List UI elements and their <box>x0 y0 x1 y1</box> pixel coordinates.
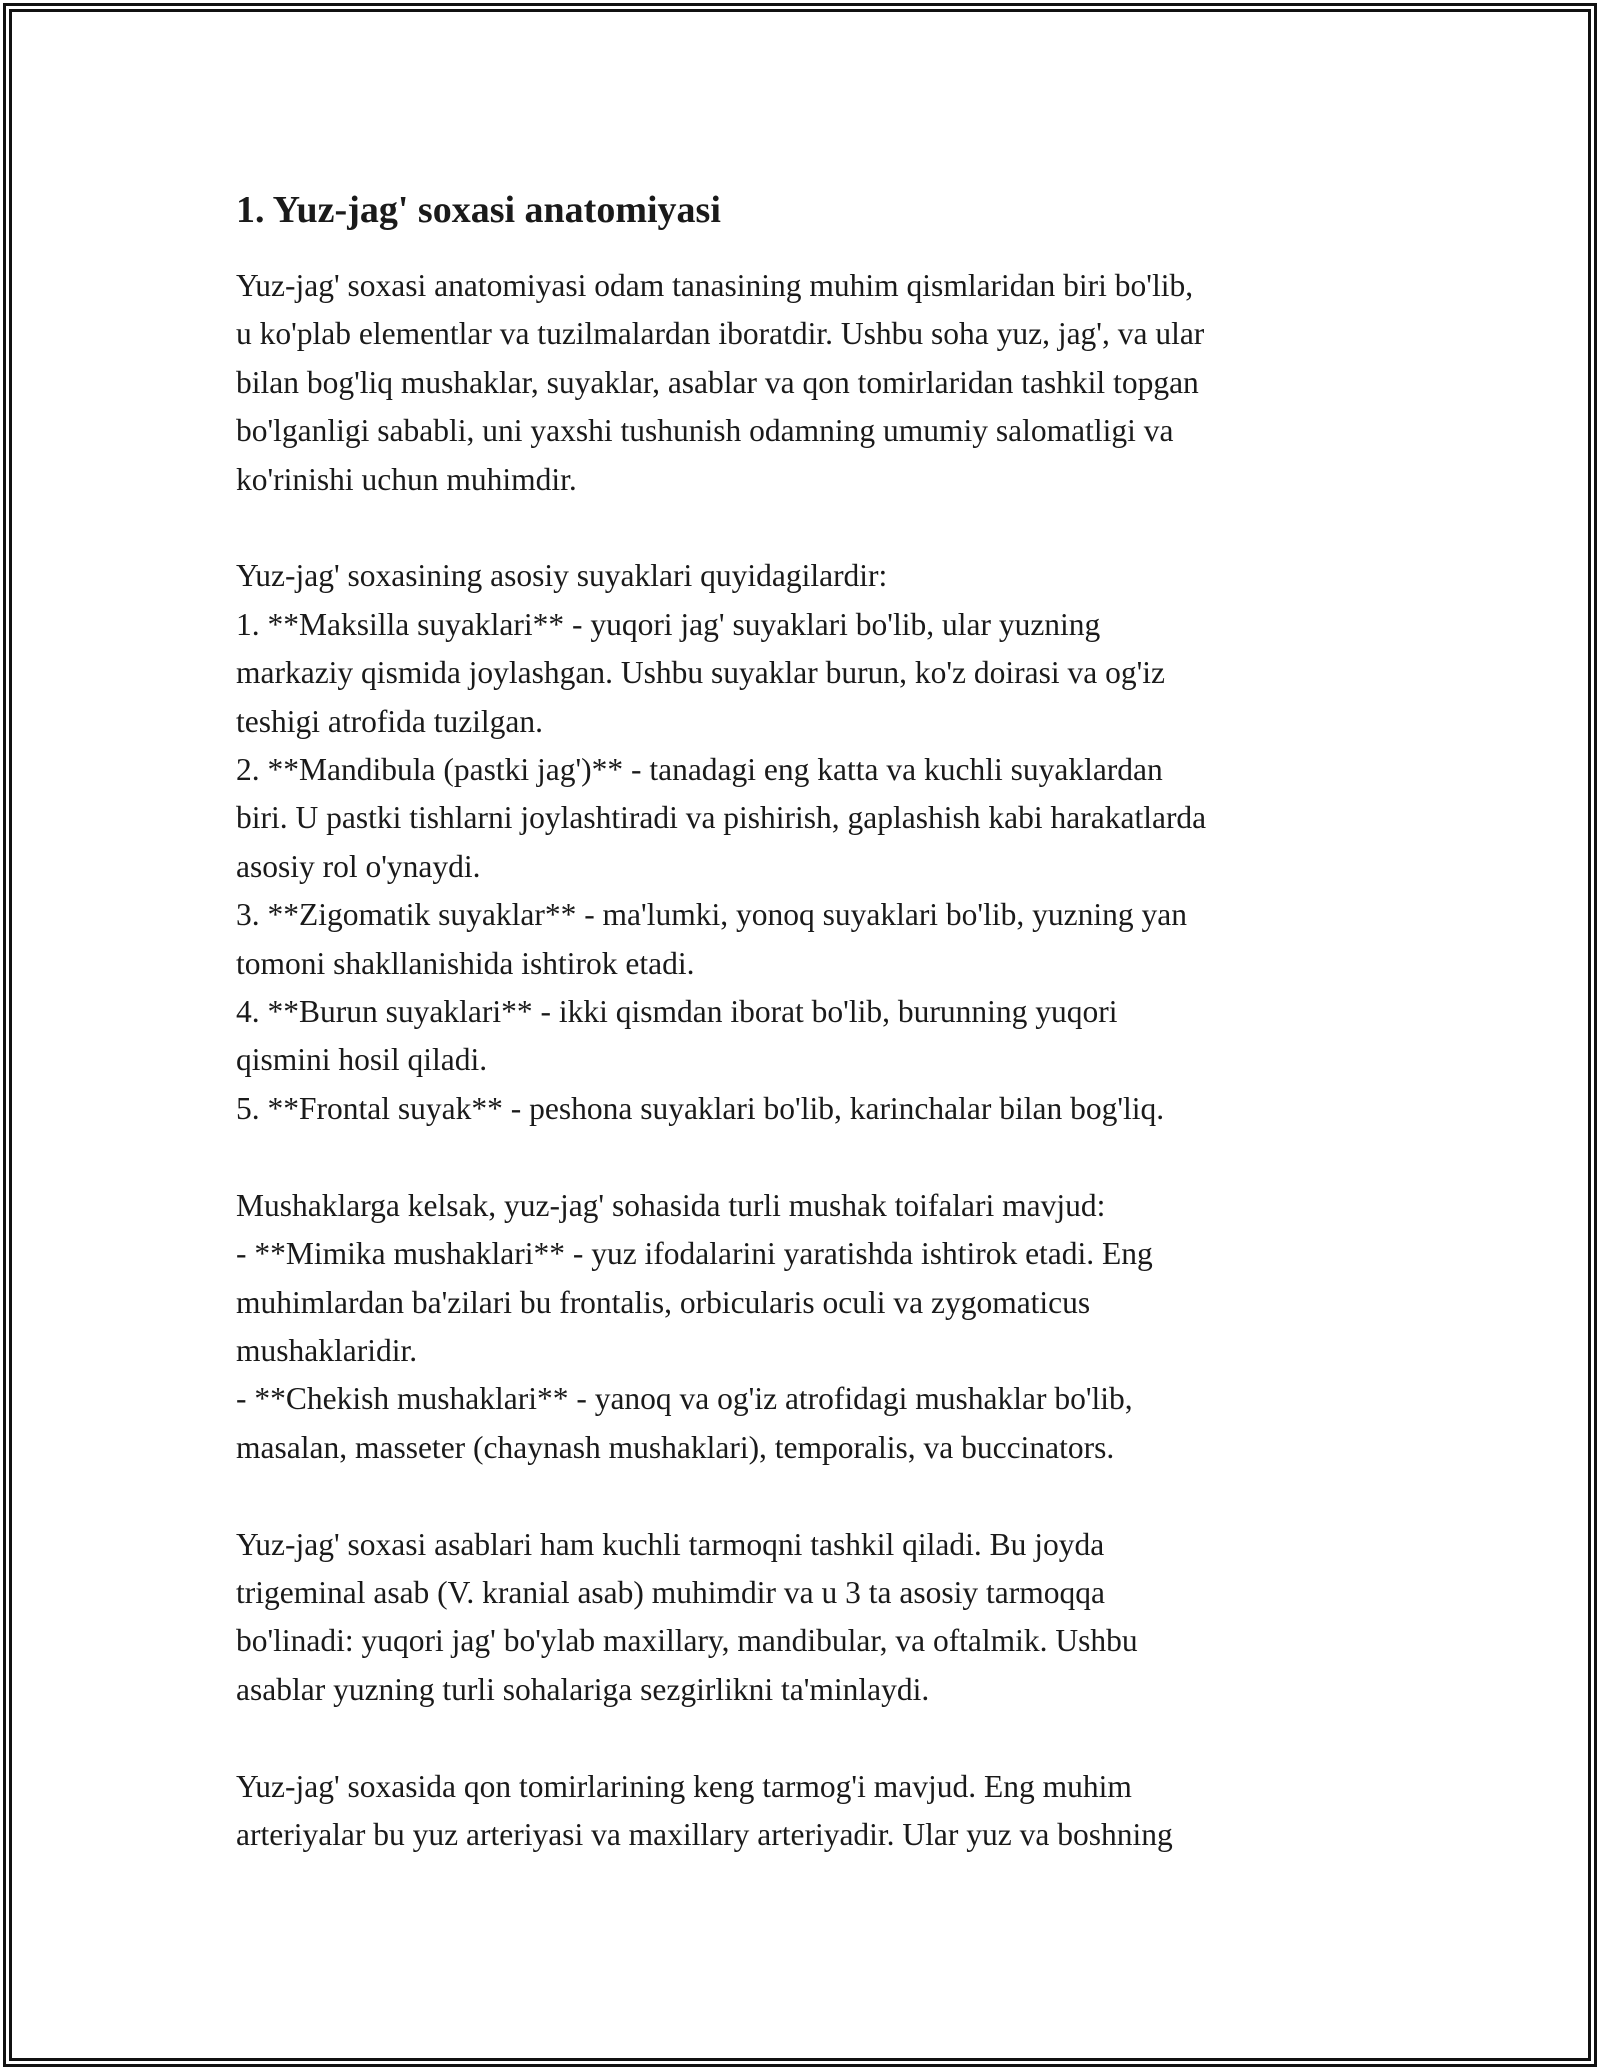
text-line: - **Mimika mushaklari** - yuz ifodalarini yaratishda ishtirok etadi. Eng <box>236 1236 1153 1272</box>
text-line: Yuz-jag' soxasi anatomiyasi odam tanasining muhim qismlaridan biri bo'lib, <box>236 268 1194 303</box>
text-line: Mushaklarga kelsak, yuz-jag' sohasida turli mushak toifalari mavjud: <box>236 1187 1106 1223</box>
text-line: mushaklaridir. <box>236 1332 418 1368</box>
paragraph-gap <box>236 1472 1396 1520</box>
paragraph <box>236 262 1396 504</box>
text-line: 1. **Maksilla suyaklari** - yuqori jag' suyaklari bo'lib, ular yuzning <box>236 606 1101 642</box>
text-line: Yuz-jag' soxasi asablari ham kuchli tarmoqni tashkil qiladi. Bu joyda <box>236 1526 1105 1562</box>
text-line: - **Chekish mushaklari** - yanoq va og'iz atrofidagi mushaklar bo'lib, <box>236 1381 1133 1417</box>
text-line: bo'linadi: yuqori jag' bo'ylab maxillary, mandibular, va oftalmik. Ushbu <box>236 1623 1138 1659</box>
paragraph <box>236 1521 1396 1715</box>
paragraph-gap <box>236 1133 1396 1181</box>
text-line: arteriyalar bu yuz arteriyasi va maxillary arteriyadir. Ular yuz va boshning <box>236 1816 1173 1852</box>
document-body <box>236 186 1396 1859</box>
section-heading: 1. Yuz-jag' soxasi anatomiyasi <box>236 189 721 231</box>
text-line: asablar yuzning turli sohalariga sezgirlikni ta'minlaydi. <box>236 1671 930 1707</box>
text-line: qismini hosil qiladi. <box>236 1042 488 1078</box>
paragraph <box>236 552 1396 1133</box>
text-line: 3. **Zigomatik suyaklar** - ma'lumki, yonoq suyaklari bo'lib, yuzning yan <box>236 897 1187 933</box>
text-line: masalan, masseter (chaynash mushaklari), temporalis, va buccinators. <box>236 1429 1115 1465</box>
text-line: Yuz-jag' soxasining asosiy suyaklari quyidagilardir: <box>236 558 888 594</box>
text-line: ko'rinishi uchun muhimdir. <box>236 461 577 497</box>
paragraphs-container <box>236 262 1396 1859</box>
text-line: 4. **Burun suyaklari** - ikki qismdan iborat bo'lib, burunning yuqori <box>236 994 1118 1030</box>
text-line: bo'lganligi sababli, uni yaxshi tushunish odamning umumiy salomatligi va <box>236 413 1174 449</box>
text-line: asosiy rol o'ynaydi. <box>236 848 481 884</box>
text-line: tomoni shakllanishida ishtirok etadi. <box>236 945 695 981</box>
text-line: Yuz-jag' soxasida qon tomirlarining keng tarmog'i mavjud. Eng muhim <box>236 1768 1132 1804</box>
paragraph-gap <box>236 1714 1396 1762</box>
text-line: 5. **Frontal suyak** - peshona suyaklari bo'lib, karinchalar bilan bog'liq. <box>236 1090 1165 1126</box>
text-line: markaziy qismida joylashgan. Ushbu suyaklar burun, ko'z doirasi va og'iz <box>236 655 1166 691</box>
paragraph-gap <box>236 504 1396 552</box>
text-line: 2. **Mandibula (pastki jag')** - tanadagi eng katta va kuchli suyaklardan <box>236 752 1163 788</box>
text-line: u ko'plab elementlar va tuzilmalardan iboratdir. Ushbu soha yuz, jag', va ular <box>236 316 1205 352</box>
text-line: bilan bog'liq mushaklar, suyaklar, asablar va qon tomirlaridan tashkil topgan <box>236 364 1199 400</box>
text-line: biri. U pastki tishlarni joylashtiradi va pishirish, gaplashish kabi harakatlarda <box>236 800 1207 836</box>
paragraph <box>236 1763 1396 1860</box>
text-line: teshigi atrofida tuzilgan. <box>236 703 544 739</box>
paragraph <box>236 1182 1396 1472</box>
text-line: trigeminal asab (V. kranial asab) muhimdir va u 3 ta asosiy tarmoqqa <box>236 1574 1105 1610</box>
text-line: muhimlardan ba'zilari bu frontalis, orbicularis oculi va zygomaticus <box>236 1284 1091 1320</box>
